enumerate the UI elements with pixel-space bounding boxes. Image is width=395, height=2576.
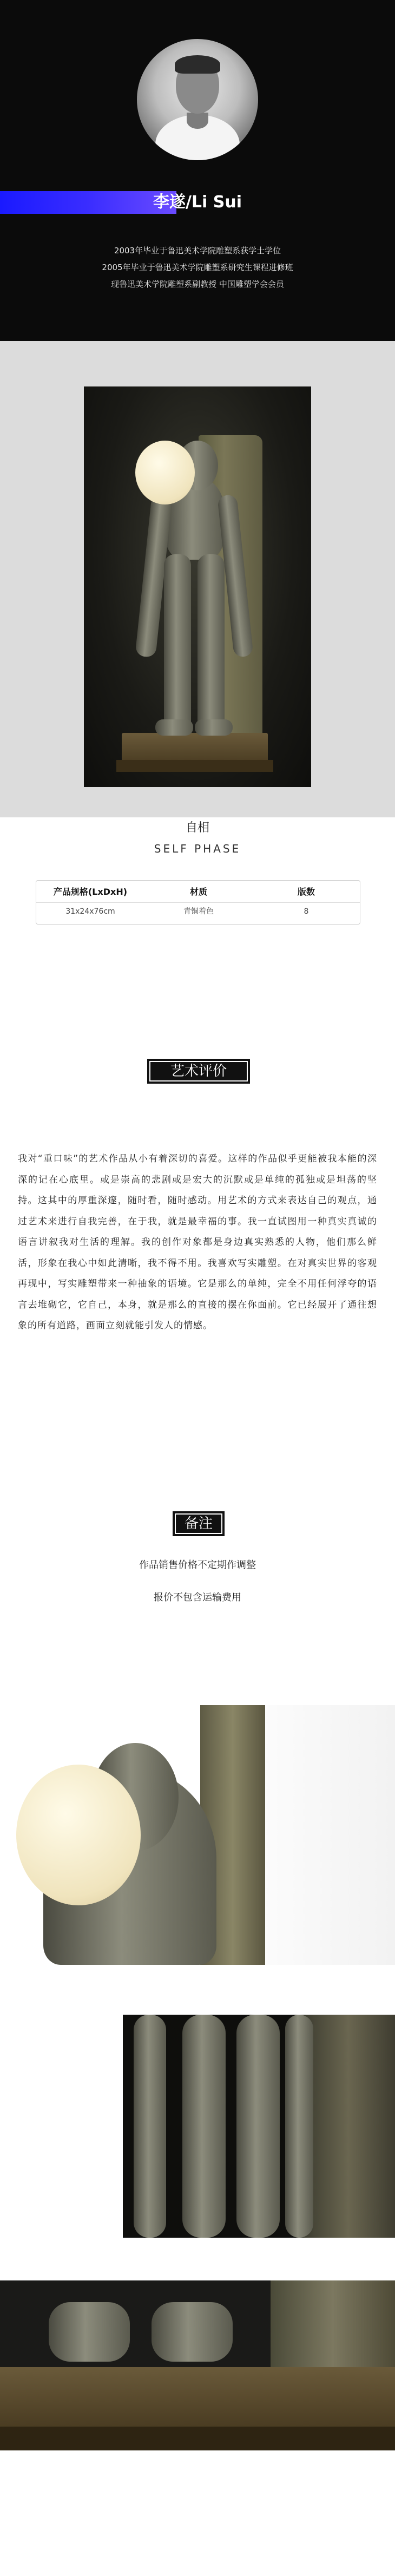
artist-bio [0,242,395,293]
spec-table [36,880,360,925]
work-title: 自相 [185,821,209,835]
spec-value: 青铜着色 [183,907,214,916]
bio-line: 2003年毕业于鲁迅美术学院雕塑系获学士学位 [114,246,281,255]
detail-photo-head [0,1705,395,1965]
spec-column-material [144,881,253,924]
spec-column-edition [253,881,360,924]
evaluation-label: 艺术评价 [147,1059,250,1084]
spec-column-size [36,881,144,924]
spec-header: 产品规格(LxDxH) [53,887,128,897]
evaluation-text: 我对“重口味”的艺术作品从小有着深切的喜爱。这样的作品似乎更能被我本能的深深的记在心底里。或是崇高的悲剧或是宏大的沉默或是单纯的孤独或是坦荡的坚持。这其中的厚重深邃，随时看，随时感动。用艺术的方式来表达自己的观点，通过艺术来进行自我完善，在于我，就是最幸福的事。我一直试图用一种真实真诚的语言讲叙我对生活的理解。我的创作对象都是身边真实熟悉的人物，他们那么鲜活，形象在我心中如此清晰，我不得不用。我喜欢写实雕塑。在对真实世界的客观再现中，写实雕塑带来一种抽象的语境。它是那么的单纯，完全不用任何浮夸的语言去堆砌它，它自己，本身，就是那么的直接的摆在你面前。它已经展开了通往想象的所有道路，画面立刻就能引发人的情感。 [18,1153,377,1331]
bio-line: 2005年毕业于鲁迅美术学院雕塑系研究生课程进修班 [102,263,293,272]
main-photo-section [0,341,395,817]
detail-photo-legs [123,2015,395,2238]
artist-name: 李遂/Li Sui [153,193,242,212]
note-line: 作品销售价格不定期作调整 [139,1559,256,1571]
page-bottom [0,2450,395,2576]
work-subtitle: SELF PHASE [154,842,241,855]
sculpture-photo [84,386,311,787]
artist-header [0,0,395,341]
bio-line: 现鲁迅美术学院雕塑系副教授 中国雕塑学会会员 [111,279,284,289]
note-line: 报价不包含运输费用 [154,1592,241,1603]
spec-value: 31x24x76cm [65,907,115,916]
spec-header: 版数 [297,887,315,897]
spec-value: 8 [304,907,309,916]
note-label: 备注 [173,1511,225,1536]
artist-avatar [137,39,258,160]
detail-photo-feet [0,2280,395,2450]
spec-header: 材质 [189,887,207,897]
